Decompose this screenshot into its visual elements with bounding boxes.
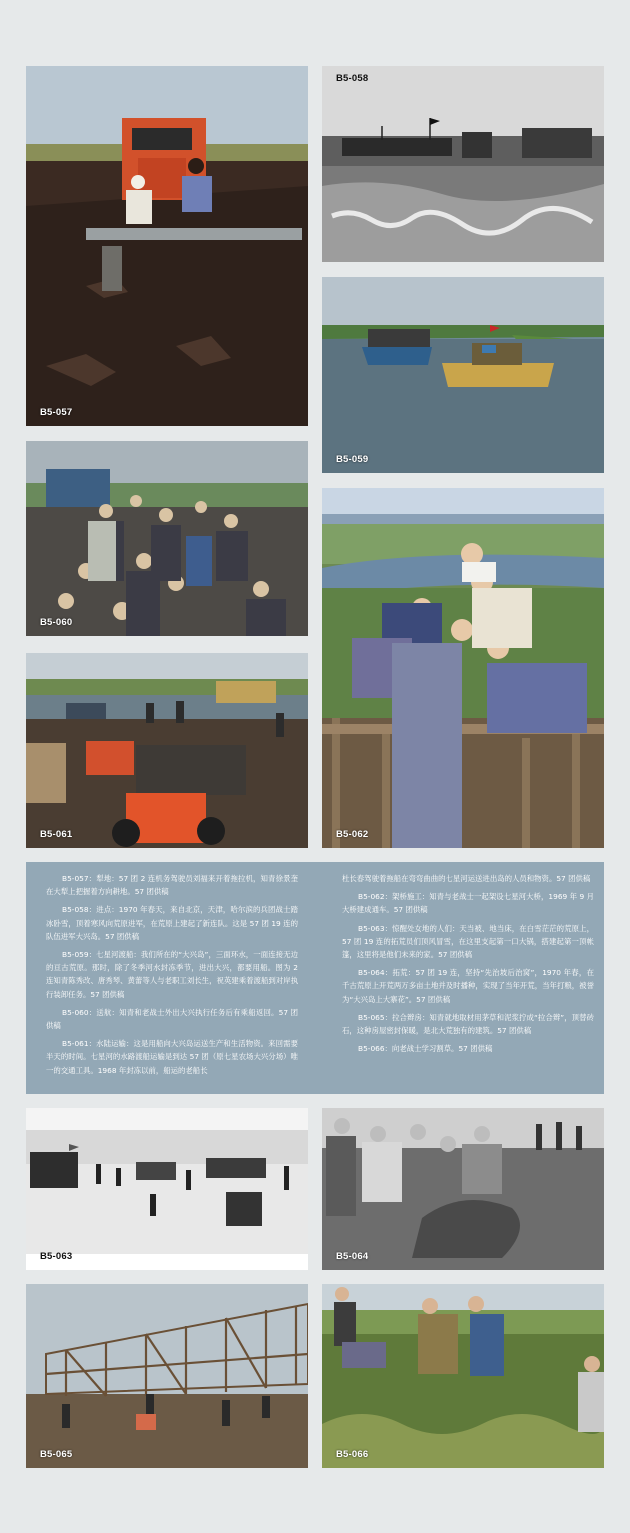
caption-b5-057: B5-057：犁地：57 团 2 连机务驾驶员刘福来开着拖拉机，知青徐景奎在大犁上把握着方向耕地。57 团供稿 — [46, 874, 298, 897]
photo-b5-065 — [26, 1284, 308, 1468]
photo-label: B5-060 — [40, 617, 73, 628]
caption-b5-061-continued: 杜长春驾驶着拖船在弯弯曲曲的七星河运送进出岛的人员和物资。57 团供稿 — [342, 874, 591, 883]
caption-b5-060: B5-060：送航：知青和老战士外出大兴执行任务后有乘船返回。57 团供稿 — [46, 1007, 298, 1031]
caption-panel — [26, 862, 604, 1094]
tractor-plowing-image — [26, 66, 308, 426]
land-reclaiming-image — [322, 1108, 604, 1270]
photo-label: B5-065 — [40, 1449, 73, 1460]
people-on-boat-image — [26, 441, 308, 636]
photo-b5-063 — [26, 1108, 308, 1270]
photo-b5-057 — [26, 66, 308, 426]
photo-label: B5-062 — [336, 829, 369, 840]
caption-b5-066: B5-066：向老战士学习割草。57 团供稿 — [358, 1044, 493, 1054]
caption-column-right — [342, 872, 594, 1060]
photo-b5-066 — [322, 1284, 604, 1468]
photo-b5-061 — [26, 653, 308, 848]
photo-b5-058 — [322, 66, 604, 262]
caption-b5-064: B5-064：拓荒：57 团 19 连，坚持“先治坡后治窝”，1970 年春，在千古荒原上开荒两万多亩土地并及时播种，实现了当年开荒，当年打粮，被誉为“大兴岛上大寨花”。57 团供稿 — [342, 968, 594, 1004]
snow-camp-image — [26, 1108, 308, 1270]
caption-b5-059: B5-059：七星河渡船：我们所在的“大兴岛”，三面环水，一面连接无边的亘古荒原。那时，除了冬季河水封冻季节，进出大兴，都要用船。图为 2 连知青陈秀改、唐秀琴、黄蕾等人与老职工刘长生，祝英建乘着渡船到对岸执行装卸任务。57 团供稿 — [46, 950, 298, 999]
grass-cutting-image — [322, 1284, 604, 1468]
caption-b5-063: B5-063：惊醒处女地的人们：天当被、地当床，在白雪茫茫的荒原上，57 团 19 连的拓荒员们顶风冒雪，在这里支起第一口大锅，搭建起第一顶帐篷，这里将是他们未来的家。57 团供稿 — [342, 923, 594, 960]
photo-label: B5-058 — [336, 73, 369, 84]
bridge-construction-image — [322, 488, 604, 848]
photo-b5-059 — [322, 277, 604, 473]
photo-label: B5-057 — [40, 407, 73, 418]
caption-b5-065: B5-065：拉合辫房：知青就地取材用茅草和泥浆拧成“拉合辫”，顶替砖石，这种房屋密封保暖，是北大荒独有的建筑。57 团供稿 — [342, 1012, 594, 1036]
photo-b5-062 — [322, 488, 604, 848]
photo-b5-064 — [322, 1108, 604, 1270]
photo-label: B5-066 — [336, 1449, 369, 1460]
photo-b5-060 — [26, 441, 308, 636]
photo-label: B5-064 — [336, 1251, 369, 1262]
river-ferry-image — [322, 277, 604, 473]
caption-b5-061: B5-061：水陆运输：这是用船向大兴岛运送生产和生活物资。来回需要半天的时间。七星河的水路渡船运输是到达 57 团（原七星农场大兴分场）唯一的交通工具。1968 年封冻以前，船运的老船长 — [46, 1039, 298, 1075]
photo-label: B5-063 — [40, 1251, 73, 1262]
caption-column-left — [46, 872, 298, 1082]
march-to-island-image — [322, 66, 604, 262]
photo-label: B5-061 — [40, 829, 73, 840]
water-land-transport-image — [26, 653, 308, 848]
photo-label: B5-059 — [336, 454, 369, 465]
caption-b5-062: B5-062：架桥施工：知青与老战士一起架设七星河大桥，1969 年 9 月大桥建成通车。57 团供稿 — [342, 892, 594, 915]
caption-b5-058: B5-058：进点：1970 年春天，来自北京，天津，哈尔滨的兵团战士踏冰卧雪，顶着寒风向荒原进军，在荒原上建起了新连队。这是 57 团 19 连的队伍进军大兴岛。57 团供稿 — [46, 905, 298, 941]
house-frame-image — [26, 1284, 308, 1468]
